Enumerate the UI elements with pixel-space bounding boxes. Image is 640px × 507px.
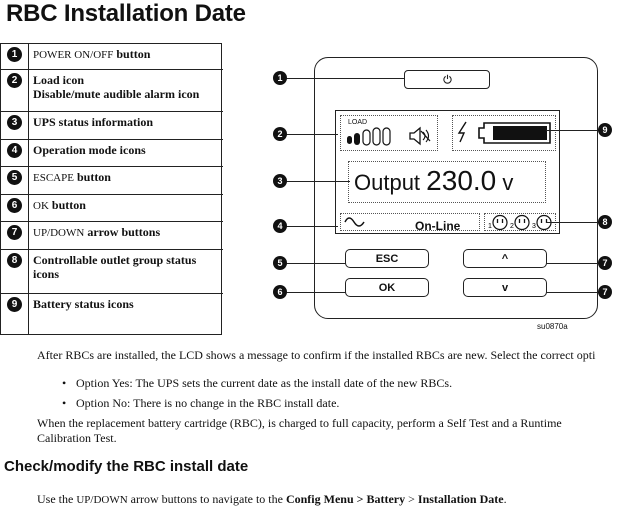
callout-5: 5 bbox=[273, 256, 287, 270]
outlet-group-2: 2 bbox=[510, 223, 514, 230]
paragraph-rbc-line2: Calibration Test. bbox=[37, 431, 117, 445]
leader-line bbox=[282, 263, 346, 264]
ok-button[interactable]: OK bbox=[345, 278, 429, 297]
legend-number: 5 bbox=[7, 170, 22, 185]
legend-term: OK bbox=[33, 200, 49, 212]
down-arrow-button[interactable]: v bbox=[463, 278, 547, 297]
legend-table bbox=[0, 43, 222, 335]
paragraph-rbc-line1: When the replacement battery cartridge (RBC), is charged to full capacity, perform a Self Test and a Runtime bbox=[37, 416, 562, 430]
legend-label: button bbox=[51, 198, 86, 212]
nav-text: arrow buttons to navigate to the bbox=[127, 492, 286, 506]
load-label: LOAD bbox=[348, 119, 368, 126]
load-bars-icon bbox=[346, 127, 400, 147]
leader-line bbox=[282, 134, 338, 135]
up-arrow-button[interactable]: ^ bbox=[463, 249, 547, 268]
legend-row bbox=[1, 44, 223, 70]
nav-menu-item: Installation Date bbox=[417, 492, 504, 506]
sine-wave-icon bbox=[344, 215, 366, 229]
outlet-group-1: 1 bbox=[488, 223, 492, 230]
legend-row bbox=[1, 195, 223, 222]
section-heading: Check/modify the RBC install date bbox=[4, 458, 249, 475]
legend-number: 1 bbox=[7, 47, 22, 62]
nav-menu-path: Config Menu > Battery bbox=[285, 492, 406, 506]
output-label: Output bbox=[354, 170, 421, 195]
mode-text: On-Line bbox=[415, 219, 461, 233]
legend-term: UP/DOWN bbox=[33, 227, 85, 239]
nav-text: Use the bbox=[37, 492, 77, 506]
legend-row bbox=[1, 140, 223, 167]
legend-row bbox=[1, 112, 223, 140]
battery-icon bbox=[476, 122, 552, 144]
legend-label: Operation mode icons bbox=[33, 143, 146, 157]
ups-front-panel bbox=[314, 57, 598, 319]
output-value: 230.0 bbox=[426, 165, 497, 196]
leader-line bbox=[546, 222, 600, 223]
legend-term: POWER ON/OFF bbox=[33, 49, 114, 61]
leader-line bbox=[282, 292, 346, 293]
power-icon bbox=[442, 74, 453, 85]
output-unit: v bbox=[502, 170, 514, 195]
legend-row bbox=[1, 294, 223, 334]
lcd-display bbox=[335, 110, 560, 234]
legend-number: 3 bbox=[7, 115, 22, 130]
legend-number: 9 bbox=[7, 297, 22, 312]
paragraph-confirm: After RBCs are installed, the LCD shows a message to confirm if the installed RBCs are new. Select the correct opti bbox=[37, 348, 596, 362]
bullet-option-yes: Option Yes: The UPS sets the current date as the install date of the new RBCs. bbox=[76, 376, 453, 390]
charging-bolt-icon bbox=[456, 121, 470, 143]
legend-label: Load icon bbox=[33, 73, 85, 87]
output-readout bbox=[354, 165, 513, 197]
legend-label-line2: Disable/mute audible alarm icon bbox=[33, 87, 200, 101]
nav-separator: > bbox=[405, 492, 418, 506]
callout-3: 3 bbox=[273, 174, 287, 188]
legend-row bbox=[1, 70, 223, 112]
figure-id: su0870a bbox=[537, 322, 568, 331]
leader-line bbox=[282, 226, 338, 227]
callout-7-down: 7 bbox=[598, 285, 612, 299]
ups-panel-figure bbox=[222, 43, 640, 335]
legend-row bbox=[1, 250, 223, 294]
leader-line bbox=[546, 292, 600, 293]
legend-number: 6 bbox=[7, 198, 22, 213]
legend-label: button bbox=[76, 170, 111, 184]
legend-number: 7 bbox=[7, 225, 22, 240]
legend-label: UPS status information bbox=[33, 115, 154, 129]
leader-line bbox=[546, 130, 600, 131]
leader-line bbox=[282, 78, 405, 79]
outlet-group-3: 3 bbox=[532, 223, 536, 230]
callout-8: 8 bbox=[598, 215, 612, 229]
nav-keys: UP/DOWN bbox=[76, 494, 128, 506]
callout-9: 9 bbox=[598, 123, 612, 137]
legend-row bbox=[1, 222, 223, 250]
mute-alarm-icon bbox=[408, 125, 432, 147]
paragraph-navigate bbox=[37, 492, 507, 507]
legend-label-line2: icons bbox=[33, 267, 60, 281]
legend-label: button bbox=[116, 47, 151, 61]
legend-number: 2 bbox=[7, 73, 22, 88]
legend-term: ESCAPE bbox=[33, 172, 74, 184]
bullet-marker: • bbox=[62, 396, 67, 410]
callout-1: 1 bbox=[273, 71, 287, 85]
bullet-option-no: Option No: There is no change in the RBC install date. bbox=[76, 396, 340, 410]
leader-line bbox=[282, 181, 350, 182]
legend-label: Controllable outlet group status bbox=[33, 253, 197, 267]
page-title: RBC Installation Date bbox=[6, 0, 246, 27]
bullet-marker: • bbox=[62, 376, 67, 390]
legend-label: arrow buttons bbox=[87, 225, 161, 239]
legend-label: Battery status icons bbox=[33, 297, 134, 311]
callout-2: 2 bbox=[273, 127, 287, 141]
power-button[interactable] bbox=[404, 70, 490, 89]
nav-text: . bbox=[503, 492, 507, 506]
callout-6: 6 bbox=[273, 285, 287, 299]
callout-7-up: 7 bbox=[598, 256, 612, 270]
leader-line bbox=[546, 263, 600, 264]
legend-number: 8 bbox=[7, 253, 22, 268]
callout-4: 4 bbox=[273, 219, 287, 233]
esc-button[interactable]: ESC bbox=[345, 249, 429, 268]
legend-number: 4 bbox=[7, 143, 22, 158]
legend-row bbox=[1, 167, 223, 195]
